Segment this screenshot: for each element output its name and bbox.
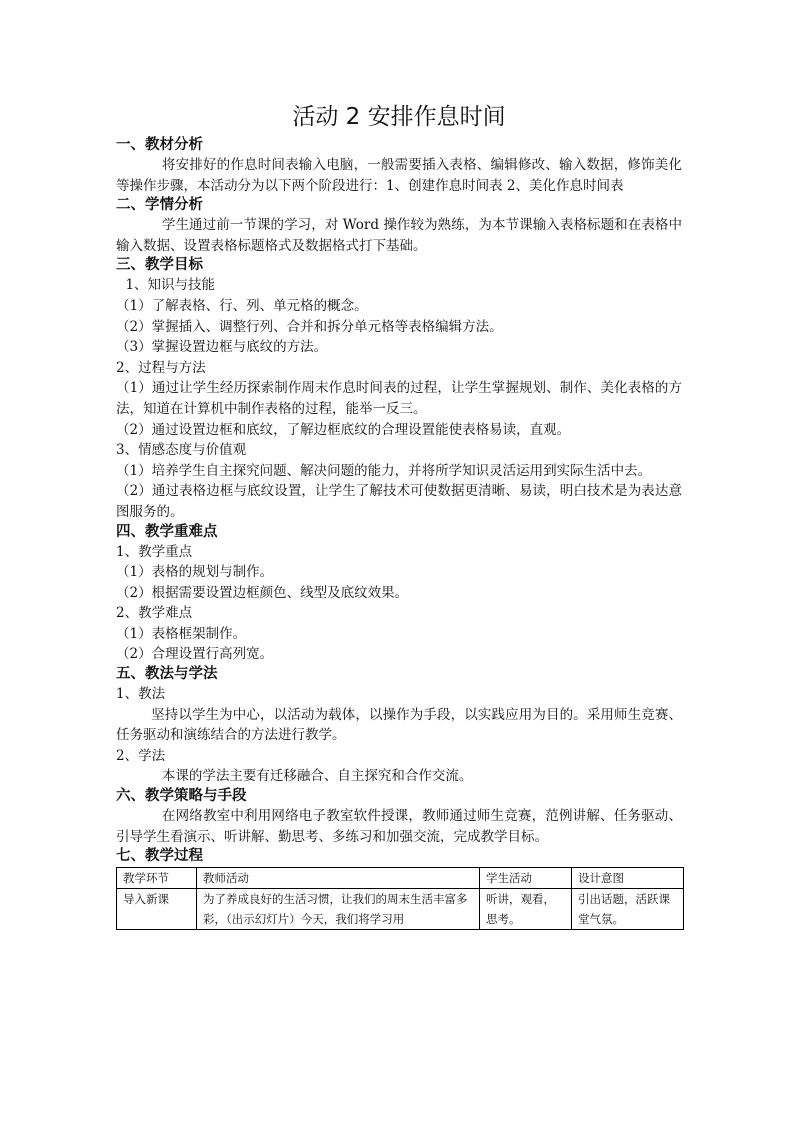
- list-item: （2）通过设置边框和底纹，了解边框底纹的合理设置能使表格易读，直观。: [116, 421, 571, 438]
- list-item: （3）掌握设置边框与底纹的方法。: [116, 339, 328, 356]
- subheading-learning-method: 2、学法: [116, 747, 166, 764]
- subheading-process-method: 2、过程与方法: [116, 359, 206, 376]
- subheading-difficult-points: 2、教学难点: [116, 605, 193, 622]
- list-item: （1）了解表格、行、列、单元格的概念。: [116, 297, 368, 314]
- document-page: [116, 100, 682, 930]
- list-item: （2）合理设置行高列宽。: [116, 646, 274, 663]
- section-heading-strategies: 六、教学策略与手段: [116, 788, 247, 805]
- table-header-row: [117, 868, 684, 889]
- list-item: （2）根据需要设置边框颜色、线型及底纹效果。: [116, 584, 409, 601]
- table-row: [117, 889, 684, 930]
- paragraph-strategies: 在网络教室中利用网络电子教室软件授课，教师通过师生竞赛，范例讲解、任务驱动、引导学生看演示、听讲解、勤思考、多练习和加强交流，完成教学目标。: [116, 808, 682, 845]
- paragraph-textbook-analysis: 将安排好的作息时间表输入电脑，一般需要插入表格、编辑修改、输入数据，修饰美化等操作步骤，本活动分为以下两个阶段进行：1、创建作息时间表 2、美化作息时间表: [116, 157, 682, 194]
- section-heading-teaching-process: 七、教学过程: [116, 848, 203, 865]
- table-cell: 为了养成良好的生活习惯，让我们的周末生活丰富多彩，（出示幻灯片）今天，我们将学习用: [197, 889, 480, 930]
- section-heading-textbook-analysis: 一、教材分析: [116, 137, 203, 153]
- paragraph-learning-method: 本课的学法主要有迁移融合、自主探究和合作交流。: [161, 768, 473, 785]
- table-header-cell: 教学环节: [117, 868, 197, 889]
- table-header-cell: 设计意图: [572, 868, 684, 889]
- paragraph-teaching-method: 坚持以学生为中心，以活动为载体，以操作为手段，以实践应用为目的。采用师生竞赛、任务驱动和演练结合的方法进行教学。: [116, 706, 682, 744]
- subheading-knowledge-skills: 1、知识与技能: [125, 277, 216, 294]
- table-cell: 导入新课: [117, 889, 197, 930]
- table-cell: 引出话题，活跃课堂气氛。: [572, 889, 684, 930]
- subheading-teaching-method: 1、教法: [116, 686, 166, 703]
- table-header-cell: 学生活动: [480, 868, 572, 889]
- list-item: （2）掌握插入、调整行列、合并和拆分单元格等表格编辑方法。: [116, 318, 503, 335]
- list-item: （1）培养学生自主探究问题、解决问题的能力，并将所学知识灵活运用到实际生活中去。: [116, 462, 652, 479]
- list-item: （2）通过表格边框与底纹设置，让学生了解技术可使数据更清晰、易读，明白技术是为表达意图服务的。: [116, 483, 682, 520]
- subheading-attitude-values: 3、情感态度与价值观: [116, 442, 247, 459]
- document-title: 活动 2 安排作息时间: [292, 104, 506, 130]
- paragraph-student-analysis: 学生通过前一节课的学习，对 Word 操作较为熟练，为本节课输入表格标题和在表格中输入数据、设置表格标题格式及数据格式打下基础。: [116, 217, 682, 254]
- teaching-process-table: [116, 867, 684, 930]
- list-item: （1）表格的规划与制作。: [116, 564, 274, 581]
- list-item: （1）表格框架制作。: [116, 625, 247, 642]
- list-item: （1）通过让学生经历探索制作周末作息时间表的过程，让学生掌握规划、制作、美化表格的方法，知道在计算机中制作表格的过程，能举一反三。: [116, 380, 682, 417]
- section-heading-student-analysis: 二、学情分析: [116, 197, 203, 214]
- section-heading-teaching-goals: 三、教学目标: [116, 257, 203, 274]
- subheading-key-points: 1、教学重点: [116, 543, 193, 560]
- table-header-cell: 教师活动: [197, 868, 480, 889]
- section-heading-teaching-learning-methods: 五、教法与学法: [116, 666, 218, 683]
- table-cell: 听讲，观看，思考。: [480, 889, 572, 930]
- section-heading-key-difficult-points: 四、教学重难点: [116, 523, 218, 540]
